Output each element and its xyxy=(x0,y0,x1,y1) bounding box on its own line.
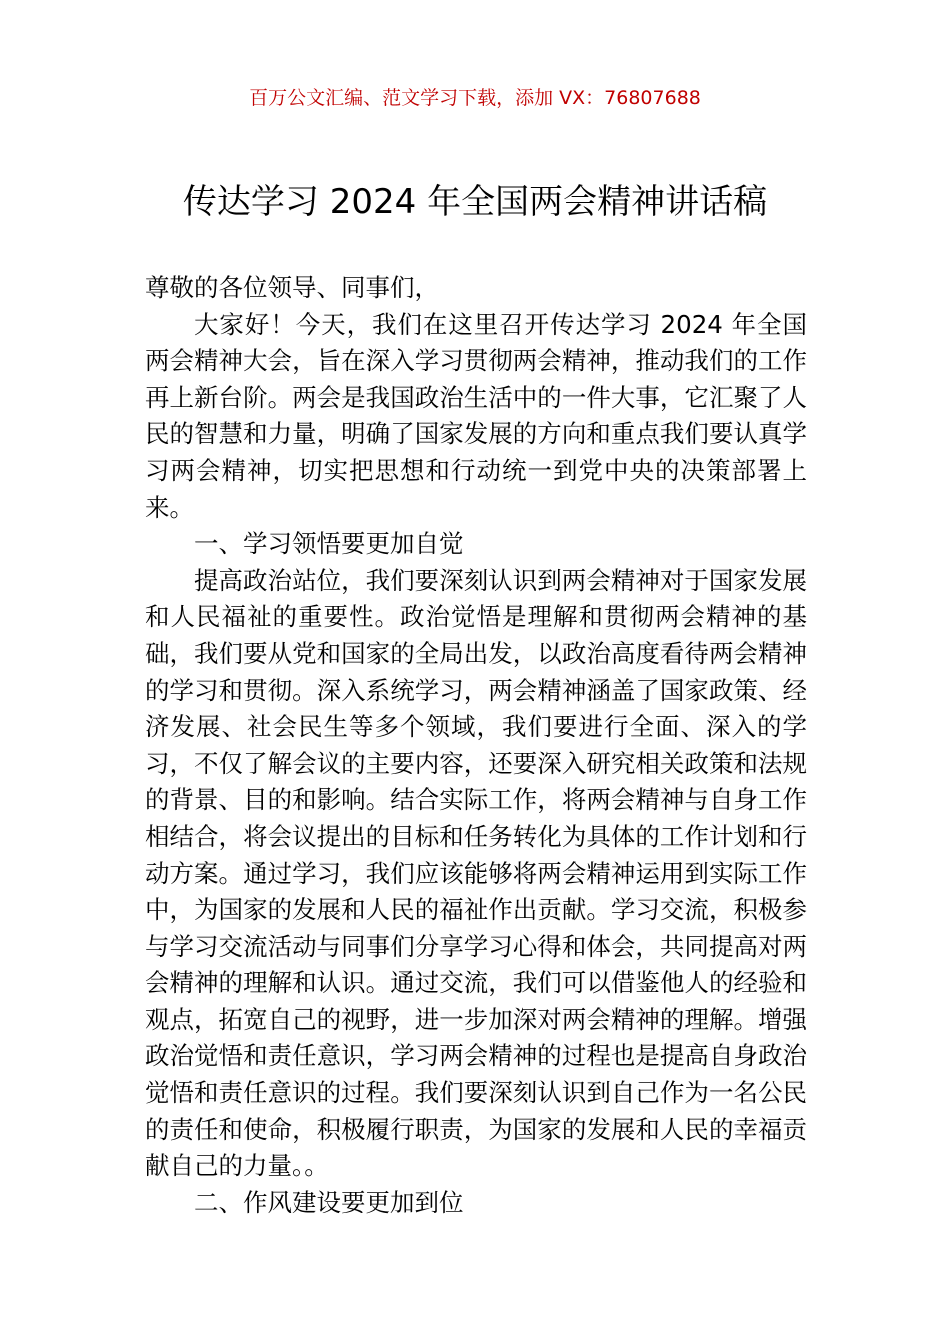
document-title: 传达学习 2024 年全国两会精神讲话稿 xyxy=(182,182,768,222)
salutation: 尊敬的各位领导、同事们， xyxy=(145,273,439,302)
header-note: 百万公文汇编、范文学习下载，添加 VX：76807688 xyxy=(249,87,701,109)
document-body xyxy=(145,270,807,1221)
section-heading-1: 一、学习领悟要更加自觉 xyxy=(194,529,464,559)
section-heading-2: 二、作风建设要更加到位 xyxy=(194,1187,464,1217)
opening-paragraph: 大家好！今天，我们在这里召开传达学习 2024 年全国两会精神大会，旨在深入学习贯彻两会精神，推动我们的工作再上新台阶。两会是我国政治生活中的一件大事，它汇聚了人民的智慧和力量，明确了国家发展的方向和重点我们要认真学习两会精神，切实把思想和行动统一到党中央的决策部署上来。 xyxy=(145,309,807,522)
section-1-paragraph: 提高政治站位，我们要深刻认识到两会精神对于国家发展和人民福祉的重要性。政治觉悟是理解和贯彻两会精神的基础，我们要从党和国家的全局出发，以政治高度看待两会精神的学习和贯彻。深入系统学习，两会精神涵盖了国家政策、经济发展、社会民生等多个领域，我们要进行全面、深入的学习，不仅了解会议的主要内容，还要深入研究相关政策和法规的背景、目的和影响。结合实际工作，将两会精神与自身工作相结合，将会议提出的目标和任务转化为具体的工作计划和行动方案。通过学习，我们应该能够将两会精神运用到实际工作中，为国家的发展和人民的福祉作出贡献。学习交流，积极参与学习交流活动与同事们分享学习心得和体会，共同提高对两会精神的理解和认识。通过交流，我们可以借鉴他人的经验和观点，拓宽自己的视野，进一步加深对两会精神的理解。增强政治觉悟和责任意识，学习两会精神的过程也是提高自身政治觉悟和责任意识的过程。我们要深刻认识到自己作为一名公民的责任和使命，积极履行职责，为国家的发展和人民的幸福贡献自己的力量。。 xyxy=(145,565,807,1181)
